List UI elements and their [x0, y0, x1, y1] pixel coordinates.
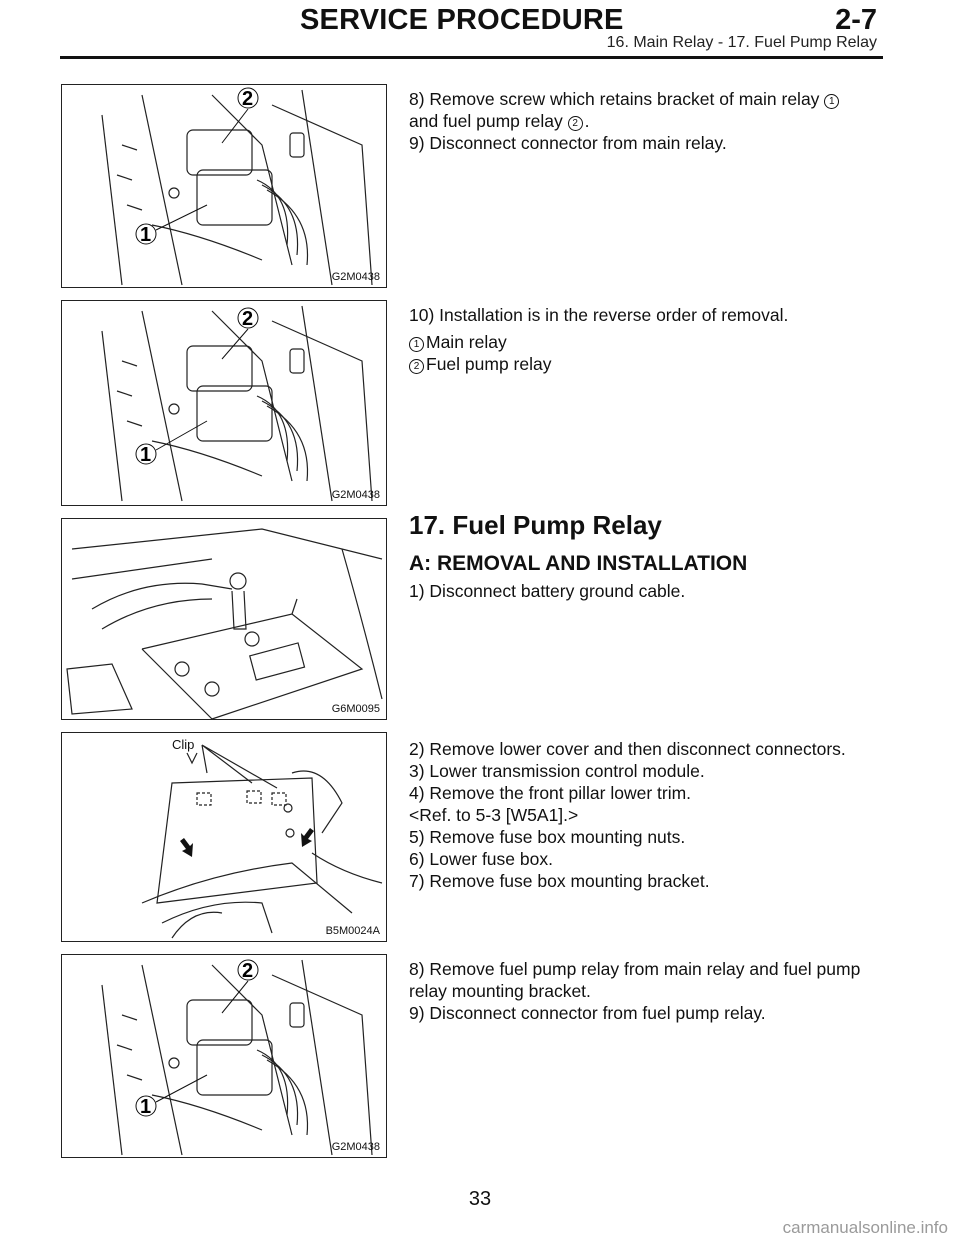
figure-fuse-box: [61, 732, 387, 942]
figure-code: G2M0438: [331, 271, 380, 283]
svg-text:1: 1: [140, 1096, 152, 1118]
subsection-heading: A: REMOVAL AND INSTALLATION: [409, 552, 748, 575]
figure-relay-2: [61, 300, 387, 506]
clip-label: Clip: [172, 737, 195, 752]
figure-relay-1: [61, 84, 387, 288]
watermark: carmanualsonline.info: [782, 1218, 948, 1237]
step-8-cont: and fuel pump relay 2 .: [409, 111, 590, 131]
svg-text:1: 1: [140, 444, 152, 466]
step-8: 8) Remove fuel pump relay from main relay and fuel pump: [409, 959, 861, 979]
step-9: 9) Disconnect connector from fuel pump relay.: [409, 1003, 766, 1023]
section-heading: 17. Fuel Pump Relay: [409, 510, 662, 540]
step-6: 6) Lower fuse box.: [409, 849, 553, 869]
battery-drawing: [62, 519, 388, 721]
step-7: 7) Remove fuse box mounting bracket.: [409, 871, 710, 891]
reference: <Ref. to 5-3 [W5A1].>: [409, 805, 579, 825]
relay-drawing: [62, 85, 388, 289]
header-subtitle: 16. Main Relay - 17. Fuel Pump Relay: [606, 34, 877, 51]
step-1: 1) Disconnect battery ground cable.: [409, 581, 686, 601]
step-block-1: [409, 88, 889, 154]
step-block-3: [409, 580, 889, 602]
svg-text:1: 1: [140, 224, 152, 246]
step-block-2: [409, 304, 889, 375]
figure-code: G2M0438: [331, 1141, 380, 1153]
header-title: SERVICE PROCEDURE: [300, 4, 624, 36]
relay-drawing: [62, 301, 388, 507]
step-8-cont: relay mounting bracket.: [409, 981, 591, 1001]
fuse-box-drawing: [62, 733, 388, 943]
svg-text:2: 2: [242, 88, 254, 110]
relay-drawing: [62, 955, 388, 1159]
step-block-4: [409, 738, 889, 892]
page-header: [300, 4, 877, 38]
svg-text:2: 2: [242, 960, 254, 982]
section-number: 2-7: [835, 4, 877, 36]
step-10: 10) Installation is in the reverse order of removal.: [409, 305, 789, 325]
legend-item: 1 Main relay: [409, 331, 889, 353]
page-number: 33: [468, 1188, 492, 1210]
step-block-5: [409, 958, 889, 1024]
header-rule: [60, 56, 883, 59]
step-3: 3) Lower transmission control module.: [409, 761, 705, 781]
step-9: 9) Disconnect connector from main relay.: [409, 133, 727, 153]
figure-code: G6M0095: [331, 703, 380, 715]
legend-item: 2 Fuel pump relay: [409, 353, 889, 375]
figure-code: G2M0438: [331, 489, 380, 501]
step-4: 4) Remove the front pillar lower trim.: [409, 783, 692, 803]
step-2: 2) Remove lower cover and then disconnect connectors.: [409, 739, 846, 759]
figure-code: B5M0024A: [325, 925, 380, 937]
step-8: 8) Remove screw which retains bracket of main relay 1: [409, 88, 889, 110]
step-5: 5) Remove fuse box mounting nuts.: [409, 827, 686, 847]
figure-battery: [61, 518, 387, 720]
svg-text:2: 2: [242, 308, 254, 330]
figure-relay-3: [61, 954, 387, 1158]
